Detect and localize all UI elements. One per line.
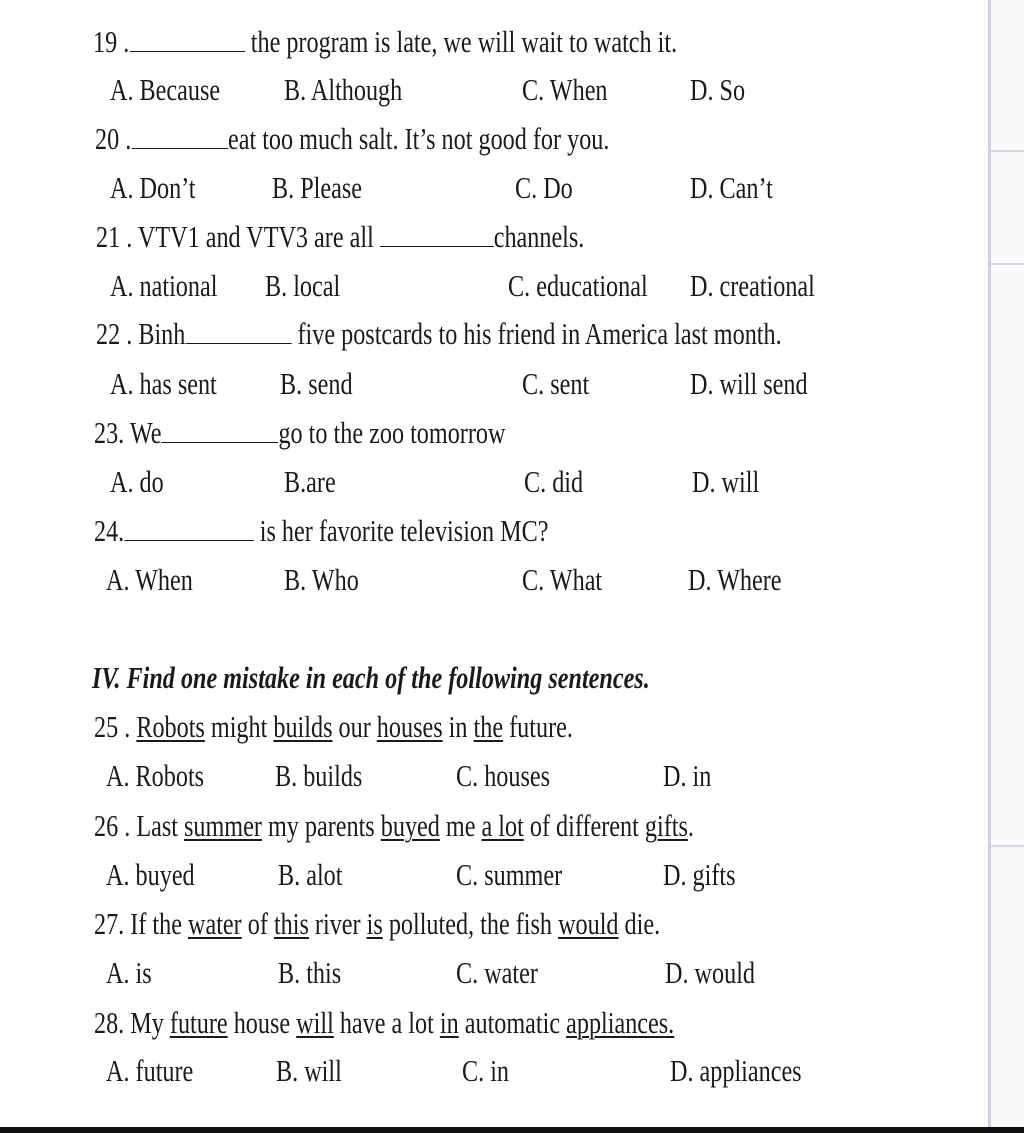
question-24: [94, 513, 548, 549]
underlined-word: this: [273, 906, 309, 941]
option-a: A. Robots: [106, 758, 205, 793]
option-b: B. this: [278, 955, 342, 990]
page-right-margin: [988, 0, 1024, 1127]
option-d: D. appliances: [670, 1053, 802, 1088]
option-b: B.are: [284, 464, 336, 499]
answer-blank: [131, 122, 228, 149]
option-d: D. will send: [690, 366, 808, 401]
question-20: [95, 121, 609, 157]
option-c: C. Do: [515, 170, 573, 205]
question-text: go to the zoo tomorrow: [278, 415, 506, 450]
answer-blank: [185, 317, 291, 344]
question-number: 19 .: [93, 24, 130, 59]
text-segment: river: [308, 906, 367, 941]
underlined-word: water: [188, 906, 242, 941]
option-d: D. Can’t: [690, 170, 773, 205]
option-c: C. houses: [456, 758, 551, 793]
option-b: B. Although: [284, 72, 403, 107]
question-text: 22 . Binh: [96, 316, 186, 351]
question-text: five postcards to his friend in America last month.: [297, 316, 782, 351]
text-segment: automatic: [458, 1005, 567, 1040]
text-segment: 27. If the: [94, 906, 189, 941]
page-right-border: [988, 0, 991, 1127]
option-a: A. Don’t: [110, 170, 196, 205]
option-b: B. alot: [278, 857, 343, 892]
text-segment: might: [204, 709, 274, 744]
underlined-word: in: [439, 1005, 459, 1040]
option-d: D. will: [692, 464, 760, 499]
margin-tick: [991, 263, 1024, 265]
option-b: B. Who: [284, 562, 359, 597]
option-c: C. When: [522, 72, 608, 107]
text-segment: 25 .: [94, 709, 137, 744]
question-19: [93, 24, 677, 60]
option-d: D. So: [690, 72, 746, 107]
option-c: C. sent: [522, 366, 590, 401]
question-25: [94, 709, 573, 745]
underlined-word: would: [558, 906, 619, 941]
question-21: [96, 219, 584, 255]
underlined-word: appliances.: [566, 1005, 675, 1040]
question-27: [94, 906, 660, 942]
margin-tick: [991, 150, 1024, 152]
text-segment: my parents: [261, 808, 381, 843]
option-c: C. What: [522, 562, 603, 597]
text-segment: house: [227, 1005, 297, 1040]
text-segment: .: [687, 808, 694, 843]
underlined-word: Robots: [136, 709, 205, 744]
option-d: D. in: [663, 758, 712, 793]
underlined-word: the: [473, 709, 504, 744]
text-segment: me: [439, 808, 482, 843]
question-26: [94, 808, 694, 844]
option-a: A. is: [106, 955, 152, 990]
option-c: C. educational: [508, 268, 648, 303]
underlined-word: gifts: [644, 808, 688, 843]
text-segment: of: [241, 906, 274, 941]
option-d: D. would: [665, 955, 756, 990]
underlined-word: is: [366, 906, 383, 941]
text-segment: our: [332, 709, 377, 744]
underlined-word: will: [296, 1005, 334, 1040]
option-d: D. Where: [688, 562, 782, 597]
question-text: is her favorite television MC?: [259, 513, 549, 548]
text-segment: future.: [503, 709, 573, 744]
option-a: A. has sent: [110, 366, 217, 401]
text-segment: 26 . Last: [94, 808, 184, 843]
option-b: B. Please: [272, 170, 362, 205]
underlined-word: a lot: [481, 808, 524, 843]
question-22: [96, 316, 782, 352]
question-number: 24.: [94, 513, 125, 548]
underlined-word: future: [169, 1005, 228, 1040]
margin-tick: [991, 845, 1024, 847]
option-b: B. builds: [275, 758, 363, 793]
underlined-word: buyed: [380, 808, 440, 843]
text-segment: have a lot: [333, 1005, 440, 1040]
underlined-word: summer: [183, 808, 262, 843]
question-28: [94, 1005, 674, 1041]
text-segment: 28. My: [94, 1005, 170, 1040]
question-number: 20 .: [95, 121, 132, 156]
underlined-word: houses: [376, 709, 443, 744]
question-23: [94, 415, 505, 451]
text-segment: of different: [523, 808, 645, 843]
answer-blank: [124, 514, 253, 541]
option-a: A. do: [110, 464, 164, 499]
option-a: A. buyed: [106, 857, 195, 892]
option-b: B. will: [276, 1053, 342, 1088]
question-text: the program is late, we will wait to watch it.: [250, 24, 678, 59]
section-heading: IV. Find one mistake in each of the following sentences.: [92, 660, 650, 695]
option-d: D. gifts: [663, 857, 736, 892]
text-segment: die.: [618, 906, 661, 941]
option-c: C. water: [456, 955, 538, 990]
option-a: A. When: [106, 562, 193, 597]
option-c: C. did: [524, 464, 584, 499]
page-bottom-edge: [0, 1127, 1024, 1133]
option-b: B. send: [280, 366, 353, 401]
option-c: C. in: [462, 1053, 510, 1088]
option-b: B. local: [265, 268, 341, 303]
option-a: A. future: [106, 1053, 194, 1088]
option-a: A. national: [110, 268, 218, 303]
question-text: 23. We: [94, 415, 162, 450]
question-text: channels.: [493, 219, 585, 254]
answer-blank: [380, 220, 494, 247]
answer-blank: [161, 416, 278, 443]
answer-blank: [129, 25, 244, 52]
question-text: 21 . VTV1 and VTV3 are all: [96, 219, 374, 254]
text-segment: in: [442, 709, 474, 744]
option-d: D. creational: [690, 268, 815, 303]
option-c: C. summer: [456, 857, 563, 892]
option-a: A. Because: [110, 72, 221, 107]
text-segment: polluted, the fish: [382, 906, 559, 941]
underlined-word: builds: [273, 709, 333, 744]
question-text: eat too much salt. It’s not good for you.: [227, 121, 610, 156]
